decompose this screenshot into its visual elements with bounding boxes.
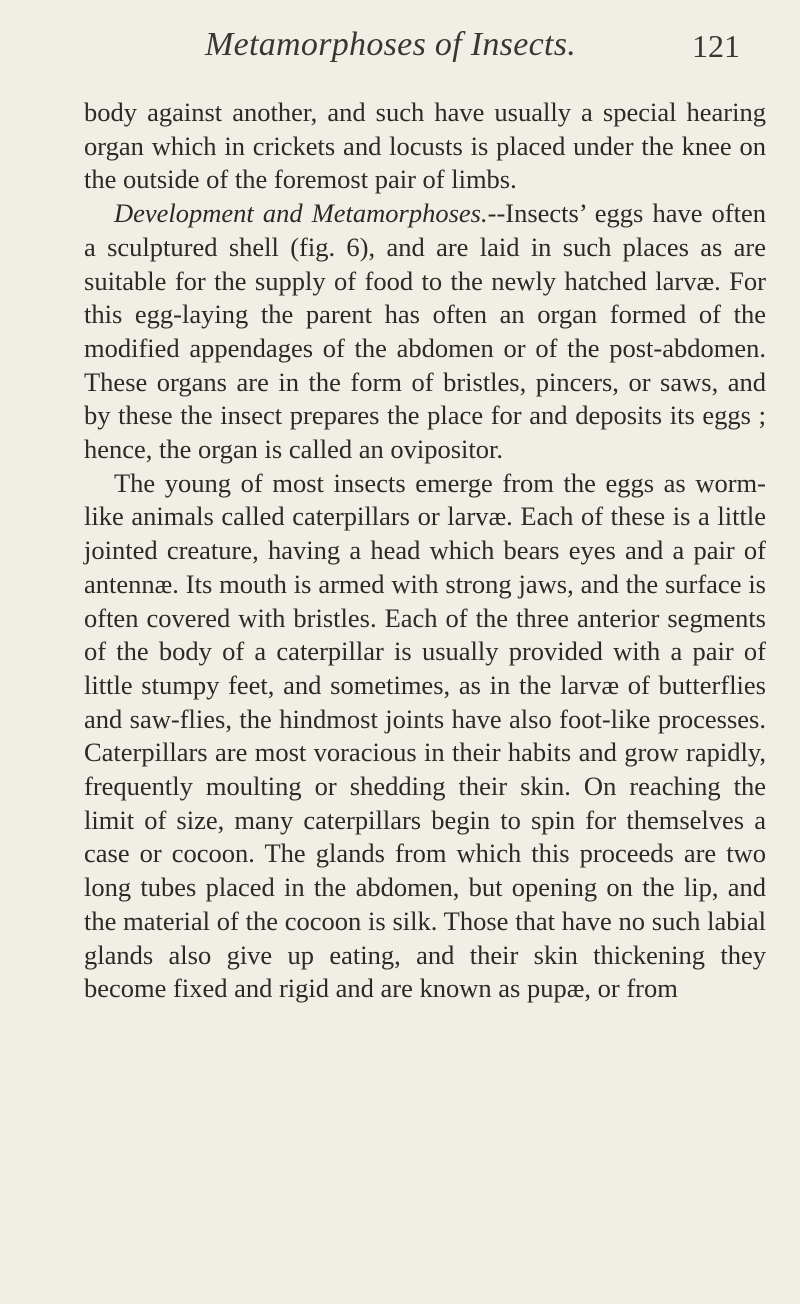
paragraph-2-text: --Insects’ eggs have often a sculptured shell (fig. 6), and are laid in such places as are suitable for the supply of food to the newly hatched larvæ. For this egg-laying the parent has often an organ formed of the modified appendages of the abdomen or of the post-abdomen. These organs are in the form of bristles, pincers, or saws, and by these the insect prepares the place for and deposits its eggs ; hence, the organ is called an ovipositor.	[84, 198, 766, 465]
running-title: Metamorphoses of Insects.	[205, 26, 577, 63]
paragraph-1: body against another, and such have usually a special hearing organ which in crickets and locusts is placed under the knee on the outside of the foremost pair of limbs.	[84, 97, 766, 195]
paragraph-3: The young of most insects emerge from the eggs as worm-like animals called caterpillars or larvæ. Each of these is a little jointed creature, having a head which bears eyes and a pair of antennæ. Its mouth is armed with strong jaws, and the surface is often covered with bristles. Each of the three anterior segments of the body of a caterpillar is usually provided with a pair of little stumpy feet, and sometimes, as in the larvæ of butterflies and saw-flies, the hindmost joints have also foot-like processes. Caterpillars are most voracious in their habits and grow rapidly, frequently moulting or shedding their skin. On reaching the limit of size, many caterpillars begin to spin for themselves a case or cocoon. The glands from which this proceeds are two long tubes placed in the abdomen, but opening on the lip, and the material of the cocoon is silk. Those that have no such labial glands also give up eating, and their skin thickening they become fixed and rigid and are known as pupæ, or from	[84, 467, 766, 1004]
running-head	[0, 20, 800, 70]
section-heading: Development and Metamorphoses.	[114, 198, 488, 229]
body-text	[84, 96, 766, 1006]
paragraph-2	[84, 197, 766, 467]
page-number: 121	[692, 28, 740, 64]
